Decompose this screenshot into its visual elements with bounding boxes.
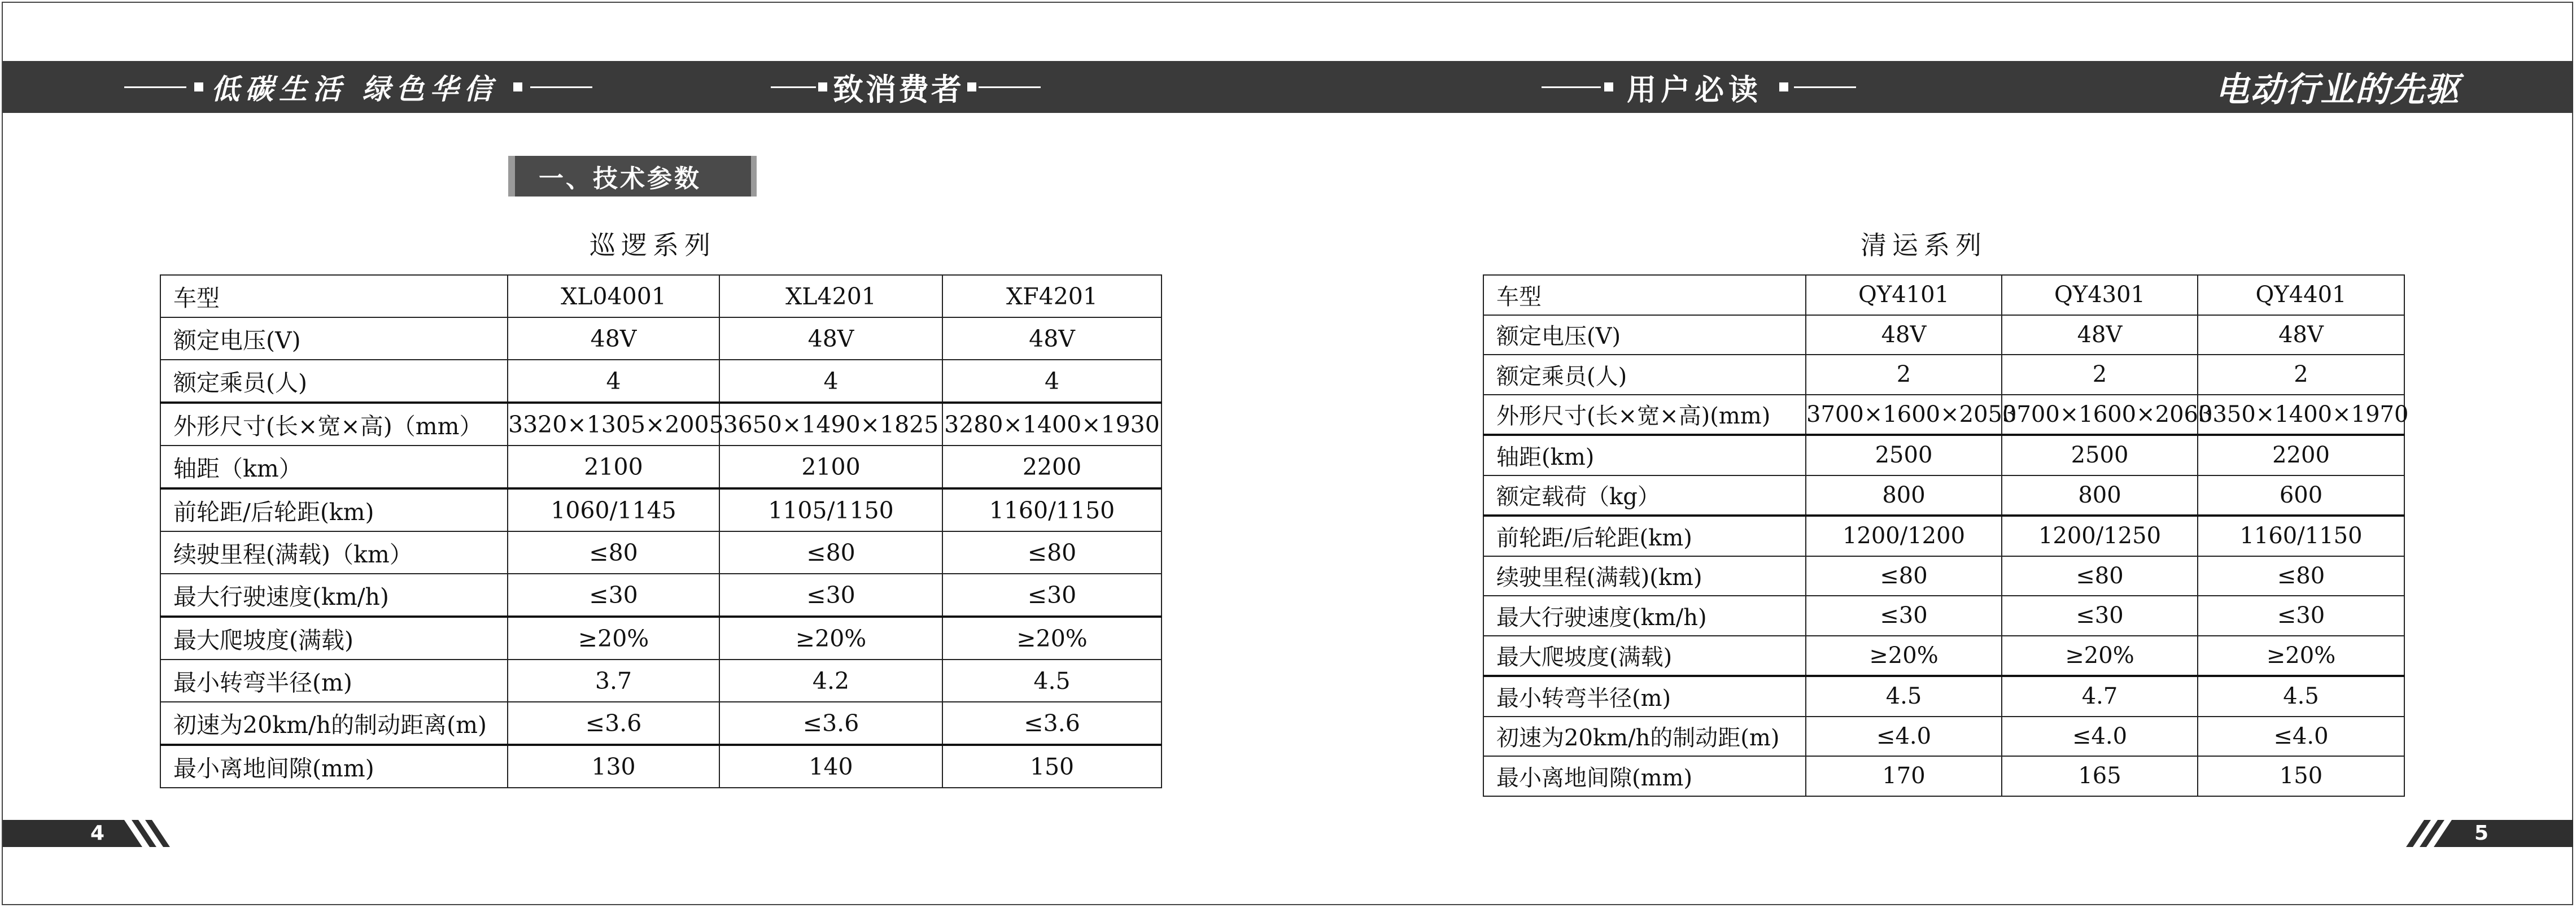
table-row (1483, 717, 2404, 757)
patrol-spec-table (160, 274, 1162, 788)
table-cell: 3.7 (508, 660, 719, 702)
divider-line (1542, 86, 1601, 88)
row-label: 初速为20km/h的制动距(m) (1483, 717, 1806, 757)
row-label: 前轮距/后轮距(km) (160, 488, 508, 531)
table-cell: ≤30 (942, 574, 1162, 617)
row-label: 额定载荷（kg） (1483, 475, 1806, 516)
right-center-title: 用户必读 (1627, 73, 1763, 107)
table-cell: 3350×1400×1970 (2198, 395, 2404, 435)
table-cell: 150 (2198, 756, 2404, 796)
square-bullet-icon (967, 82, 976, 91)
table-cell: 140 (719, 745, 942, 788)
row-label: 前轮距/后轮距(km) (1483, 516, 1806, 556)
table-cell: ≤3.6 (719, 702, 942, 745)
table-cell: 2200 (942, 446, 1162, 488)
table-row (1483, 596, 2404, 636)
table-cell: ≥20% (1806, 636, 2002, 676)
table-cell: ≤3.6 (942, 702, 1162, 745)
page-number-right: 5 (2474, 822, 2489, 845)
row-label: 额定电压(V) (1483, 315, 1806, 355)
row-label: 续驶里程(满载)(km) (1483, 556, 1806, 596)
table-row (1483, 676, 2404, 717)
table-cell: XF4201 (942, 275, 1162, 317)
table-cell: ≥20% (2198, 636, 2404, 676)
table-cell: 4 (719, 360, 942, 403)
patrol-series-title: 巡逻系列 (590, 230, 716, 260)
table-cell: 3280×1400×1930 (942, 403, 1162, 446)
page-number-left: 4 (90, 822, 105, 845)
page-number-left-badge (3, 820, 172, 847)
row-label: 车型 (1483, 275, 1806, 315)
cleaning-spec-table (1483, 274, 2409, 797)
table-row (1483, 516, 2404, 556)
table-cell: XL4201 (719, 275, 942, 317)
row-label: 最小离地间隙(mm) (1483, 756, 1806, 796)
row-label: 最小离地间隙(mm) (160, 745, 508, 788)
table-row (1483, 435, 2404, 475)
table-row (160, 360, 1162, 403)
row-label: 最大爬坡度(满载) (1483, 636, 1806, 676)
table-cell: ≥20% (719, 617, 942, 660)
table-cell: ≤4.0 (2198, 717, 2404, 757)
table-cell: ≤80 (1806, 556, 2002, 596)
square-bullet-icon (194, 82, 203, 91)
row-label: 车型 (160, 275, 508, 317)
table-cell: 4.5 (2198, 676, 2404, 717)
table-cell: 4.2 (719, 660, 942, 702)
table-cell: 165 (2002, 756, 2198, 796)
header-band (3, 61, 2573, 113)
table-cell: 150 (942, 745, 1162, 788)
table-cell: ≤30 (2198, 596, 2404, 636)
table-cell: 1200/1250 (2002, 516, 2198, 556)
table-cell: 1060/1145 (508, 488, 719, 531)
table-cell: 2500 (1806, 435, 2002, 475)
table-row (160, 531, 1162, 574)
table-cell: 3700×1600×2060 (2002, 395, 2198, 435)
table-cell: 2100 (508, 446, 719, 488)
right-center-group (1542, 61, 1856, 113)
table-cell: 4 (942, 360, 1162, 403)
table-cell: ≤4.0 (2002, 717, 2198, 757)
table-cell: 48V (942, 317, 1162, 360)
table-row (160, 317, 1162, 360)
table-row (160, 446, 1162, 488)
row-label: 额定电压(V) (160, 317, 508, 360)
table-cell: 800 (2002, 475, 2198, 516)
table-cell: ≤30 (1806, 596, 2002, 636)
row-label: 续驶里程(满载)（km） (160, 531, 508, 574)
table-cell: ≤4.0 (1806, 717, 2002, 757)
table-cell: 1200/1200 (1806, 516, 2002, 556)
table-cell: ≥20% (2002, 636, 2198, 676)
table-cell: 4.5 (942, 660, 1162, 702)
table-cell: 2 (1806, 355, 2002, 395)
table-cell: 3320×1305×2005 (508, 403, 719, 446)
table-row (160, 574, 1162, 617)
table-cell: ≥20% (942, 617, 1162, 660)
table-cell: 800 (1806, 475, 2002, 516)
left-center-group (771, 61, 1041, 113)
table-cell: 48V (719, 317, 942, 360)
divider-line (1794, 86, 1856, 88)
row-label: 轴距(km) (1483, 435, 1806, 475)
table-cell: QY4101 (1806, 275, 2002, 315)
square-bullet-icon (818, 82, 827, 91)
row-label: 最大行驶速度(km/h) (1483, 596, 1806, 636)
table-row (160, 617, 1162, 660)
table-cell: 2 (2198, 355, 2404, 395)
row-label: 最小转弯半径(m) (1483, 676, 1806, 717)
table-cell: ≤30 (719, 574, 942, 617)
table-cell: ≤80 (508, 531, 719, 574)
table-cell: 4.5 (1806, 676, 2002, 717)
table-header-row (160, 275, 1162, 317)
table-row (160, 660, 1162, 702)
table-row (1483, 756, 2404, 796)
table-cell: ≤80 (2002, 556, 2198, 596)
table-cell: 2500 (2002, 435, 2198, 475)
table-cell: 48V (2002, 315, 2198, 355)
table-cell: 2100 (719, 446, 942, 488)
table-cell: 48V (1806, 315, 2002, 355)
table-cell: ≤3.6 (508, 702, 719, 745)
table-header-row (1483, 275, 2404, 315)
row-label: 额定乘员(人) (160, 360, 508, 403)
table-cell: 130 (508, 745, 719, 788)
table-cell: 1160/1150 (942, 488, 1162, 531)
table-cell: ≤80 (2198, 556, 2404, 596)
table-cell: 4.7 (2002, 676, 2198, 717)
row-label: 外形尺寸(长×宽×高)(mm) (1483, 395, 1806, 435)
left-slogan-group (124, 61, 592, 113)
table-cell: ≤80 (719, 531, 942, 574)
table-row (1483, 395, 2404, 435)
table-row (160, 403, 1162, 446)
table-cell: ≥20% (508, 617, 719, 660)
table-cell: 3700×1600×2050 (1806, 395, 2002, 435)
table-cell: ≤30 (2002, 596, 2198, 636)
table-cell: 3650×1490×1825 (719, 403, 942, 446)
divider-line (124, 86, 186, 88)
page-corner-stripes-icon (3, 820, 172, 847)
table-row (1483, 355, 2404, 395)
left-slogan: 低碳生活 绿色华信 (211, 73, 498, 106)
table-cell: ≤80 (942, 531, 1162, 574)
table-row (1483, 636, 2404, 676)
square-bullet-icon (513, 82, 522, 91)
table-cell: QY4301 (2002, 275, 2198, 315)
divider-line (771, 86, 816, 88)
table-cell: 170 (1806, 756, 2002, 796)
row-label: 额定乘员(人) (1483, 355, 1806, 395)
square-bullet-icon (1779, 82, 1788, 91)
table-cell: 48V (508, 317, 719, 360)
table-row (1483, 315, 2404, 355)
table-cell: XL04001 (508, 275, 719, 317)
divider-line (530, 86, 592, 88)
row-label: 最大行驶速度(km/h) (160, 574, 508, 617)
section-title: 一、技术参数 (515, 156, 751, 197)
right-slogan: 电动行业的先驱 (2215, 70, 2460, 110)
table-row (160, 488, 1162, 531)
table-cell: 2200 (2198, 435, 2404, 475)
table-cell: QY4401 (2198, 275, 2404, 315)
row-label: 外形尺寸(长×宽×高)（mm） (160, 403, 508, 446)
table-row (160, 702, 1162, 745)
page-number-right-badge (2404, 820, 2573, 847)
table-cell: 48V (2198, 315, 2404, 355)
table-cell: ≤30 (508, 574, 719, 617)
table-cell: 600 (2198, 475, 2404, 516)
table-row (160, 745, 1162, 788)
square-bullet-icon (1604, 82, 1613, 91)
table-cell: 4 (508, 360, 719, 403)
row-label: 初速为20km/h的制动距离(m) (160, 702, 508, 745)
table-cell: 1105/1150 (719, 488, 942, 531)
row-label: 最大爬坡度(满载) (160, 617, 508, 660)
left-center-title: 致消费者 (833, 71, 964, 107)
divider-line (979, 86, 1041, 88)
table-row (1483, 475, 2404, 516)
table-row (1483, 556, 2404, 596)
table-cell: 1160/1150 (2198, 516, 2404, 556)
cleaning-series-title: 清运系列 (1861, 230, 1987, 260)
table-cell: 2 (2002, 355, 2198, 395)
row-label: 最小转弯半径(m) (160, 660, 508, 702)
row-label: 轴距（km） (160, 446, 508, 488)
